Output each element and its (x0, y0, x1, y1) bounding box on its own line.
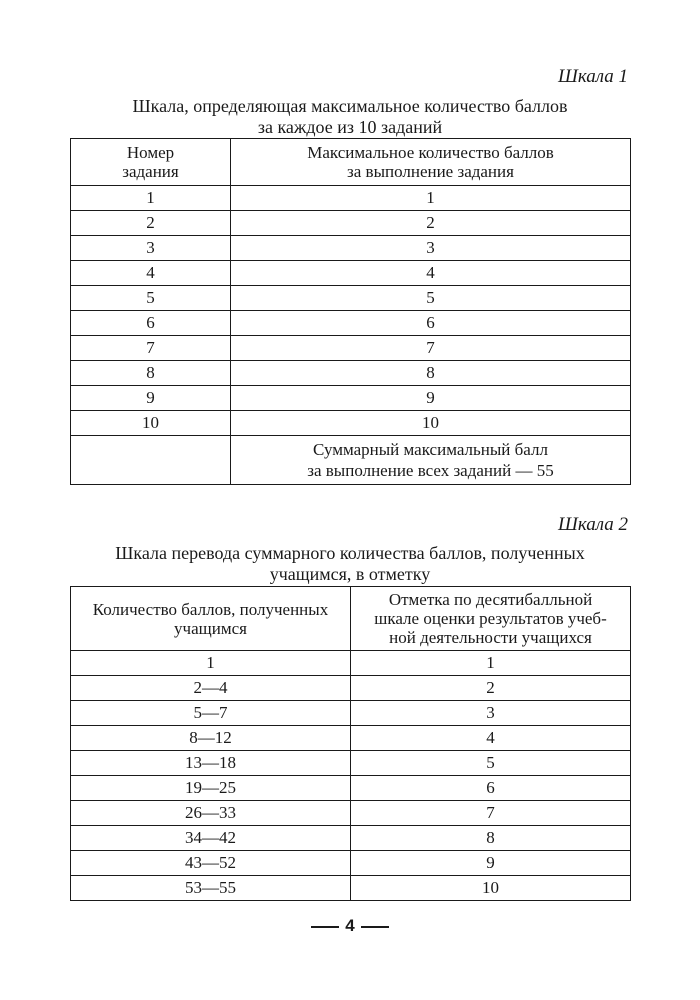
scale1-header-max-line2: за выполнение задания (347, 162, 514, 181)
task-number: 2 (71, 211, 231, 236)
grade: 1 (351, 651, 631, 676)
page-number-value: 4 (345, 916, 355, 935)
scale2-header-grade-line2: шкале оценки результатов учеб- (374, 609, 607, 628)
max-points: 9 (231, 386, 631, 411)
table-row (71, 186, 631, 211)
grade: 4 (351, 726, 631, 751)
table-row (71, 286, 631, 311)
max-points: 4 (231, 261, 631, 286)
scale2-header-points-line1: Количество баллов, полученных (92, 599, 329, 619)
task-number: 1 (71, 186, 231, 211)
task-number: 3 (71, 236, 231, 261)
task-number: 8 (71, 361, 231, 386)
task-number: 9 (71, 386, 231, 411)
table-row (71, 211, 631, 236)
max-points: 6 (231, 311, 631, 336)
grade: 6 (351, 776, 631, 801)
max-points: 3 (231, 236, 631, 261)
table-row (71, 851, 631, 876)
max-points: 8 (231, 361, 631, 386)
max-points: 1 (231, 186, 631, 211)
scale1-header-task (71, 139, 231, 186)
table-row (71, 386, 631, 411)
scale1-total-row (71, 436, 631, 485)
points-range: 8—12 (71, 726, 351, 751)
scale1-caption-line2: за каждое из 10 заданий (257, 117, 443, 137)
task-number: 5 (71, 286, 231, 311)
table-row (71, 236, 631, 261)
table-row (71, 801, 631, 826)
task-number: 6 (71, 311, 231, 336)
table-row (71, 776, 631, 801)
scale1-caption-line1: Шкала, определяющая максимальное количество баллов (132, 96, 568, 116)
scale1-header-max (231, 139, 631, 186)
task-number: 4 (71, 261, 231, 286)
scale1-table (70, 138, 631, 485)
table-row (71, 726, 631, 751)
table-row (71, 826, 631, 851)
max-points: 7 (231, 336, 631, 361)
table-row (71, 311, 631, 336)
task-number: 10 (71, 411, 231, 436)
task-number: 7 (71, 336, 231, 361)
scale1-total (231, 436, 631, 485)
points-range: 19—25 (71, 776, 351, 801)
table-row (71, 876, 631, 901)
grade: 5 (351, 751, 631, 776)
table-row (71, 411, 631, 436)
page-number-dash-left (311, 926, 339, 928)
scale2-header-grade-line3: ной деятельности учащихся (389, 628, 592, 647)
points-range: 53—55 (71, 876, 351, 901)
scale1-header-max-line1: Максимальное количество баллов (307, 143, 554, 162)
scale1-label: Шкала 1 (558, 66, 628, 87)
scale2-caption-line1: Шкала перевода суммарного количества баллов, полученных (115, 543, 585, 563)
scale1-total-line2: за выполнение всех заданий — 55 (307, 461, 554, 480)
scale2-header-points (71, 587, 351, 651)
scale1-header-task-line1: Номер (126, 143, 175, 162)
scale1-caption (70, 96, 630, 138)
scale2-header-grade (351, 587, 631, 651)
table-row (71, 701, 631, 726)
grade: 9 (351, 851, 631, 876)
grade: 3 (351, 701, 631, 726)
points-range: 34—42 (71, 826, 351, 851)
table-row (71, 751, 631, 776)
points-range: 43—52 (71, 851, 351, 876)
table-row (71, 361, 631, 386)
points-range: 5—7 (71, 701, 351, 726)
max-points: 2 (231, 211, 631, 236)
table-row (71, 651, 631, 676)
points-range: 13—18 (71, 751, 351, 776)
scale2-header-row (71, 587, 631, 651)
page-number (0, 916, 700, 936)
scale2-table (70, 586, 631, 901)
points-range: 26—33 (71, 801, 351, 826)
table-row (71, 676, 631, 701)
scale2-caption-line2: учащимся, в отметку (269, 564, 431, 584)
max-points: 5 (231, 286, 631, 311)
table-row (71, 261, 631, 286)
scale2-header-points-line2: учащимся (174, 618, 247, 638)
scale2-header-grade-line1: Отметка по десятибалльной (388, 590, 593, 609)
grade: 8 (351, 826, 631, 851)
points-range: 1 (71, 651, 351, 676)
scale1-header-row (71, 139, 631, 186)
page-number-dash-right (361, 926, 389, 928)
scale1-header-task-line2: задания (122, 162, 179, 181)
scale1-total-empty (71, 436, 231, 485)
max-points: 10 (231, 411, 631, 436)
scale2-caption (70, 543, 630, 585)
grade: 7 (351, 801, 631, 826)
table-row (71, 336, 631, 361)
points-range: 2—4 (71, 676, 351, 701)
grade: 10 (351, 876, 631, 901)
scale1-total-line1: Суммарный максимальный балл (313, 440, 548, 459)
scale2-label: Шкала 2 (558, 514, 628, 535)
grade: 2 (351, 676, 631, 701)
